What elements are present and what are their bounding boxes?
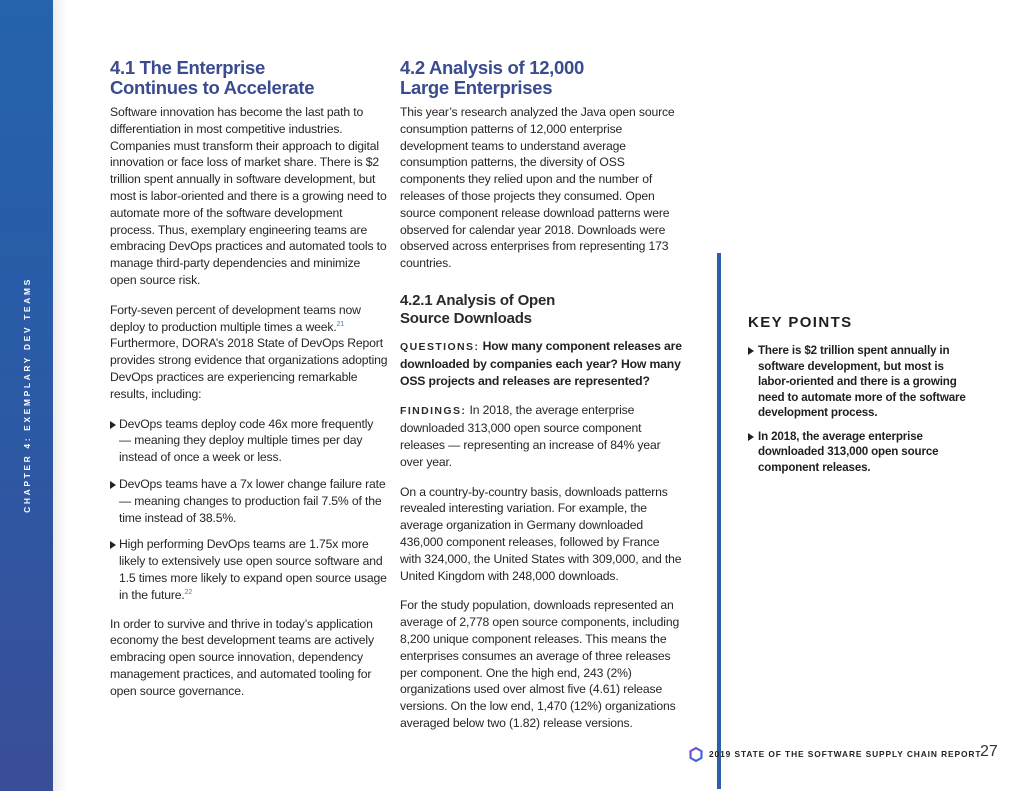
questions-paragraph	[400, 338, 682, 389]
chapter-label: CHAPTER 4: EXEMPLARY DEV TEAMS	[22, 277, 32, 513]
key-points-list	[748, 343, 970, 475]
hexagon-logo-icon	[689, 747, 703, 762]
section-title-line1: 4.1 The Enterprise	[110, 57, 265, 78]
devops-paragraph-cont: Furthermore, DORA’s 2018 State of DevOps Report provides strong evidence that organizations adopting DevOps practices are experiencing remarkable results, including:	[110, 336, 388, 401]
triangle-bullet-icon	[748, 433, 754, 441]
footnote-ref-21[interactable]: 21	[336, 320, 345, 328]
research-paragraph: This year’s research analyzed the Java open source consumption patterns of 12,000 enterprise development teams to understand average consumption patterns, the diversity of OSS components they relied upon and the number of releases of those projects they consumed. Open source component release download patterns were observed for calendar year 2018. Downloads were observed across enterprises from representing 173 countries.	[400, 105, 675, 271]
section-title-line2: Continues to Accelerate	[110, 77, 315, 98]
findings-paragraph	[400, 402, 682, 470]
key-point-text: There is $2 trillion spent annually in software development, but most is labor-oriented and there is a growing need to automate more of the software development process.	[758, 344, 966, 419]
list-item	[110, 536, 388, 603]
triangle-bullet-icon	[110, 541, 116, 549]
list-item-text: DevOps teams have a 7x lower change failure rate — meaning changes to production fail 7.5% of the time instead of 38.5%.	[119, 476, 386, 525]
key-point-item	[748, 429, 970, 476]
intro-paragraph: Software innovation has become the last path to differentiation in most competitive industries. Companies must transform their approach to digital innovation or face loss of market share. There is $2 trillion spent annually in software development, but most is labor-oriented and there is a growing need to automate more of the software development process. Thus, exemplary engineering teams are embracing DevOps practices and automated tools to manage third-party dependencies and minimize open source risk.	[110, 105, 387, 287]
subsection-title-line2: Source Downloads	[400, 309, 532, 327]
key-point-text: In 2018, the average enterprise downloaded 313,000 open source component releases.	[758, 429, 939, 474]
section-title-4-2	[400, 58, 682, 98]
questions-text: How many component releases are downloaded by companies each year? How many OSS projects and releases are represented?	[400, 338, 682, 388]
devops-results-list	[110, 416, 388, 604]
key-point-item	[748, 343, 970, 421]
study-population-paragraph: For the study population, downloads represented an average of 2,778 open source components, including 8,200 unique component releases. This means the enterprises consumes an average of three releases per component. One the high end, 243 (2%) organizations used over almost five (4.61) release versions. On the low end, 1,470 (12%) organizations averaged below two (1.82) release versions.	[400, 598, 680, 730]
list-item	[110, 476, 388, 526]
footnote-ref-22[interactable]: 22	[184, 588, 193, 596]
questions-label: QUESTIONS:	[400, 340, 480, 353]
triangle-bullet-icon	[110, 421, 116, 429]
subsection-title-line1: 4.2.1 Analysis of Open	[400, 291, 556, 309]
devops-paragraph	[110, 302, 388, 403]
column-section-4-1	[110, 58, 388, 713]
section-title-line2: Large Enterprises	[400, 77, 553, 98]
devops-paragraph-text: Forty-seven percent of development teams now deploy to production multiple times a week.	[110, 302, 361, 334]
page-footer	[689, 744, 981, 764]
sidebar-shadow	[53, 0, 67, 791]
conclusion-paragraph: In order to survive and thrive in today’s application economy the best development teams are actively embracing open source innovation, dependency management practices, and automated tooling for open source governance.	[110, 616, 374, 698]
list-item-text: DevOps teams deploy code 46x more frequently — meaning they deploy multiple times per day instead of once a week or less.	[119, 416, 374, 465]
key-points-box	[748, 314, 970, 483]
key-points-heading: KEY POINTS	[748, 314, 853, 331]
triangle-bullet-icon	[110, 481, 116, 489]
column-section-4-2	[400, 58, 682, 745]
chapter-sidebar	[0, 0, 53, 791]
findings-text: In 2018, the average enterprise downloaded 313,000 open source component releases — representing an increase of 84% year over year.	[400, 403, 661, 469]
report-title: 2019 STATE OF THE SOFTWARE SUPPLY CHAIN REPORT	[709, 749, 982, 759]
key-points-accent-bar	[717, 253, 721, 789]
triangle-bullet-icon	[748, 347, 754, 355]
subsection-title-4-2-1	[400, 292, 682, 328]
list-item	[110, 416, 388, 466]
list-item-text: High performing DevOps teams are 1.75x more likely to extensively use open source software and 1.5 times more likely to expand open source usage in the future.	[119, 537, 387, 602]
section-title-line1: 4.2 Analysis of 12,000	[400, 57, 584, 78]
country-paragraph: On a country-by-country basis, downloads patterns revealed interesting variation. For example, the average organization in Germany downloaded 436,000 component releases, followed by France with 324,000, the United States with 309,000, and the United Kingdom with 248,000 downloads.	[400, 484, 682, 583]
findings-label: FINDINGS:	[400, 405, 467, 418]
page-number: 27	[980, 743, 998, 760]
section-title-4-1	[110, 58, 388, 98]
